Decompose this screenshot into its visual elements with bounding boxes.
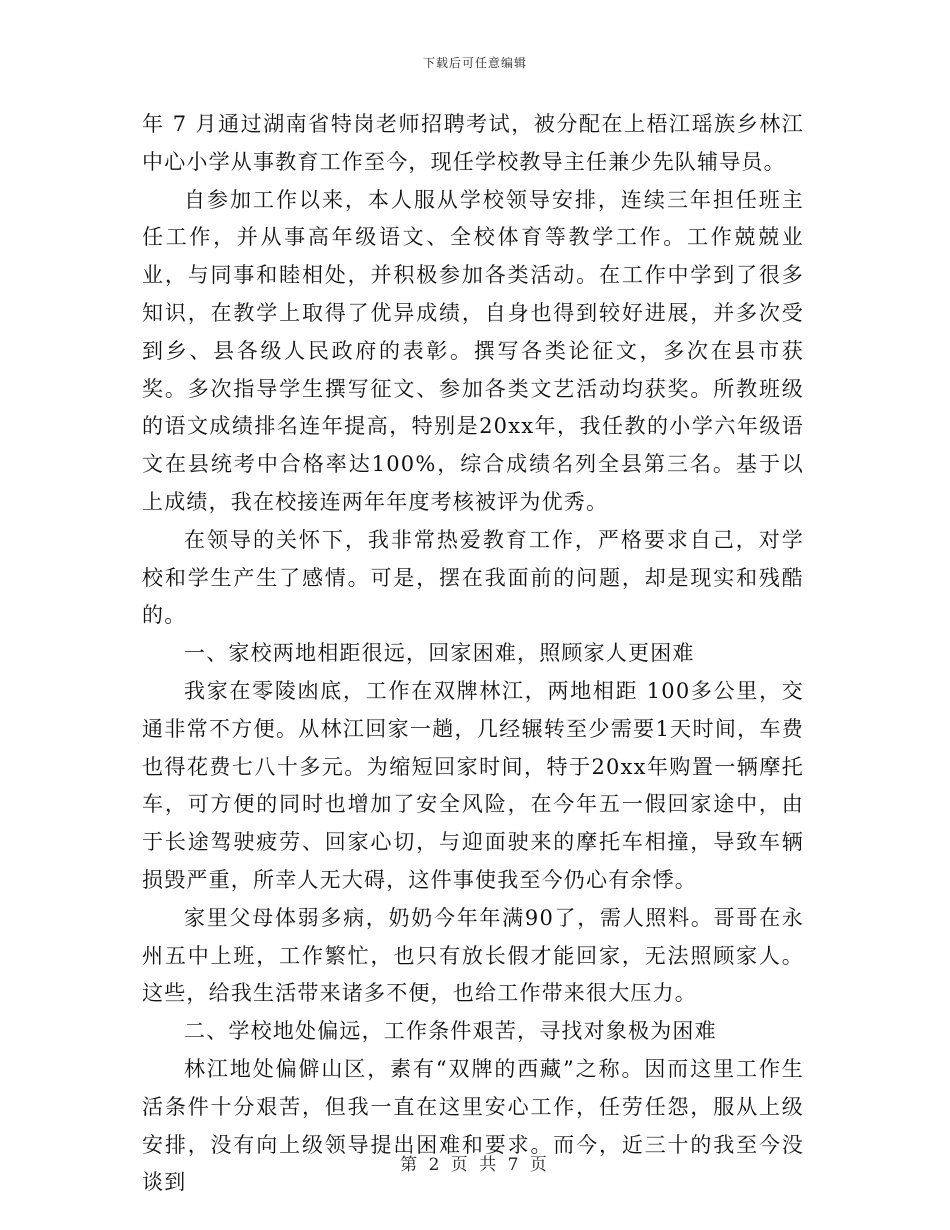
- section-heading-distance: 一、家校两地相距很远，回家困难，照顾家人更困难: [184, 641, 695, 666]
- paragraph-commute: 我家在零陵凼底，工作在双牌林江，两地相距 100多公里，交通非常不方便。从林江回家一趟，几经辗转至少需要1天时间，车费也得花费七八十多元。为缩短回家时间，特于20xx年购置一辆摩托车，可方便的同时也增加了安全风险，在今年五一假回家途中，由于长途驾驶疲劳、回家心切，与迎面驶来的摩托车相撞，导致车辆损毁严重，所幸人无大碍，这件事使我至今仍心有余悸。: [142, 678, 804, 892]
- page-footer: 第 2 页 共 7 页: [400, 1155, 550, 1175]
- paragraph-continuation: 年 7 月通过湖南省特岗老师招聘考试，被分配在上梧江瑶族乡林江中心小学从事教育工作至今，现任学校教导主任兼少先队辅导员。: [142, 112, 804, 174]
- paragraph-conditions: 林江地处偏僻山区，素有“双牌的西藏”之称。因而这里工作生活条件十分艰苦，但我一直在这里安心工作，任劳任怨，服从上级安排，没有向上级领导提出困难和要求。而今，近三十的我至今没谈到: [142, 1056, 804, 1195]
- page-header: 下载后可任意编辑: [422, 56, 527, 70]
- paragraph-family: 家里父母体弱多病，奶奶今年年满90了，需人照料。哥哥在永州五中上班，工作繁忙，也只有放长假才能回家，无法照顾家人。这些，给我生活带来诸多不便，也给工作带来很大压力。: [142, 905, 804, 1006]
- document-body: [142, 106, 804, 1202]
- paragraph-work-summary: 自参加工作以来，本人服从学校领导安排，连续三年担任班主任工作，并从事高年级语文、全校体育等教学工作。工作兢兢业业，与同事和睦相处，并积极参加各类活动。在工作中学到了很多知识，在教学上取得了优异成绩，自身也得到较好进展，并多次受到乡、县各级人民政府的表彰。撰写各类论征文，多次在县市获奖。多次指导学生撰写征文、参加各类文艺活动均获奖。所教班级的语文成绩排名连年提高，特别是20xx年，我任教的小学六年级语文在县统考中合格率达100%，综合成绩名列全县第三名。基于以上成绩，我在校接连两年年度考核被评为优秀。: [142, 187, 804, 514]
- paragraph-feelings: 在领导的关怀下，我非常热爱教育工作，严格要求自己，对学校和学生产生了感情。可是，摆在我面前的问题，却是现实和残酷的。: [142, 527, 804, 628]
- section-heading-remote-school: 二、学校地处偏远，工作条件艰苦，寻找对象极为困难: [184, 1019, 717, 1044]
